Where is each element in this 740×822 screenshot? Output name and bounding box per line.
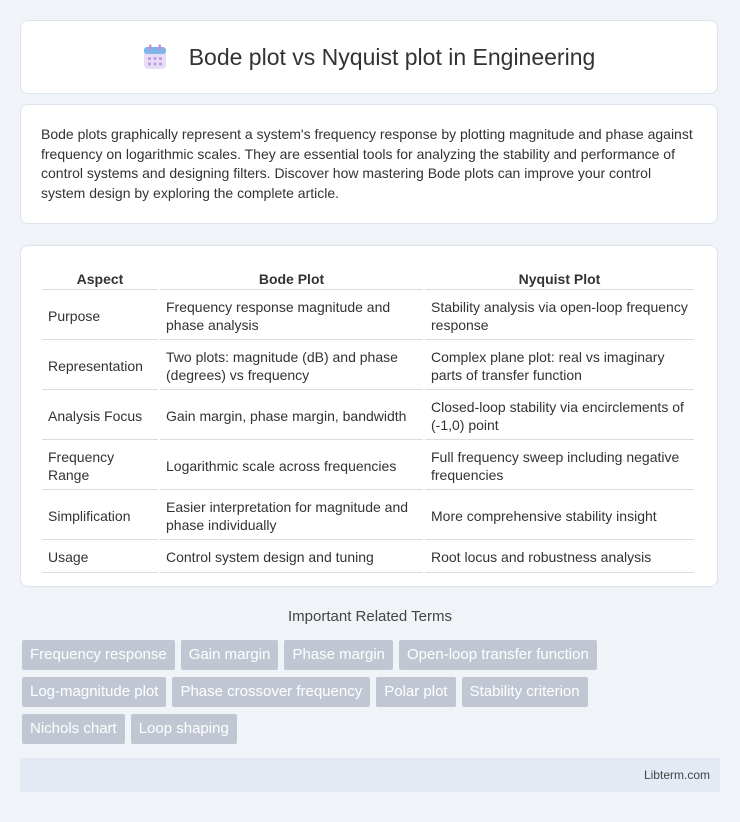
table-row (42, 292, 694, 340)
table-cell: Easier interpretation for magnitude and phase individually (160, 492, 423, 540)
related-term-tag[interactable]: Open-loop transfer function (399, 640, 597, 670)
table-cell: Frequency response magnitude and phase analysis (160, 292, 423, 340)
table-cell: Root locus and robustness analysis (425, 542, 694, 573)
related-terms-list (22, 640, 722, 751)
header-card (20, 20, 718, 94)
column-header-aspect: Aspect (42, 266, 158, 290)
related-term-tag[interactable]: Nichols chart (22, 714, 125, 744)
table-cell: Two plots: magnitude (dB) and phase (degrees) vs frequency (160, 342, 423, 390)
related-term-tag[interactable]: Phase crossover frequency (172, 677, 370, 707)
related-term-tag[interactable]: Polar plot (376, 677, 455, 707)
related-term-tag[interactable]: Gain margin (181, 640, 279, 670)
table-cell: Analysis Focus (42, 392, 158, 440)
intro-card (20, 104, 718, 224)
table-cell: Stability analysis via open-loop frequency response (425, 292, 694, 340)
table-cell: Simplification (42, 492, 158, 540)
related-term-tag[interactable]: Loop shaping (131, 714, 237, 744)
table-row (42, 492, 694, 540)
table-row (42, 442, 694, 490)
intro-text: Bode plots graphically represent a system's frequency response by plotting magnitude and phase against frequency on logarithmic scales. They are essential tools for analyzing the stability and performance of control systems and designing filters. Discover how mastering Bode plots can improve your control system design by exploring the complete article. (41, 126, 693, 201)
table-cell: Gain margin, phase margin, bandwidth (160, 392, 423, 440)
related-term-tag[interactable]: Phase margin (284, 640, 393, 670)
comparison-table (40, 264, 696, 575)
related-term-tag[interactable]: Stability criterion (462, 677, 588, 707)
table-cell: Control system design and tuning (160, 542, 423, 573)
table-header-row (42, 266, 694, 290)
related-term-tag[interactable]: Frequency response (22, 640, 175, 670)
column-header-nyquist: Nyquist Plot (425, 266, 694, 290)
related-term-tag[interactable]: Log-magnitude plot (22, 677, 166, 707)
table-cell: Complex plane plot: real vs imaginary parts of transfer function (425, 342, 694, 390)
table-cell: Usage (42, 542, 158, 573)
related-terms-title: Important Related Terms (288, 608, 452, 625)
table-row (42, 542, 694, 573)
page-title: Bode plot vs Nyquist plot in Engineering (188, 43, 596, 70)
table-cell: Purpose (42, 292, 158, 340)
column-header-bode: Bode Plot (160, 266, 423, 290)
table-cell: Logarithmic scale across frequencies (160, 442, 423, 490)
comparison-table-card (20, 245, 718, 587)
table-cell: Closed-loop stability via encirclements of (-1,0) point (425, 392, 694, 440)
table-row (42, 392, 694, 440)
footer (20, 758, 720, 792)
table-cell: More comprehensive stability insight (425, 492, 694, 540)
calendar-icon (143, 44, 167, 70)
table-row (42, 342, 694, 390)
table-cell: Frequency Range (42, 442, 158, 490)
table-cell: Full frequency sweep including negative frequencies (425, 442, 694, 490)
footer-site-link[interactable]: Libterm.com (643, 768, 710, 782)
table-cell: Representation (42, 342, 158, 390)
